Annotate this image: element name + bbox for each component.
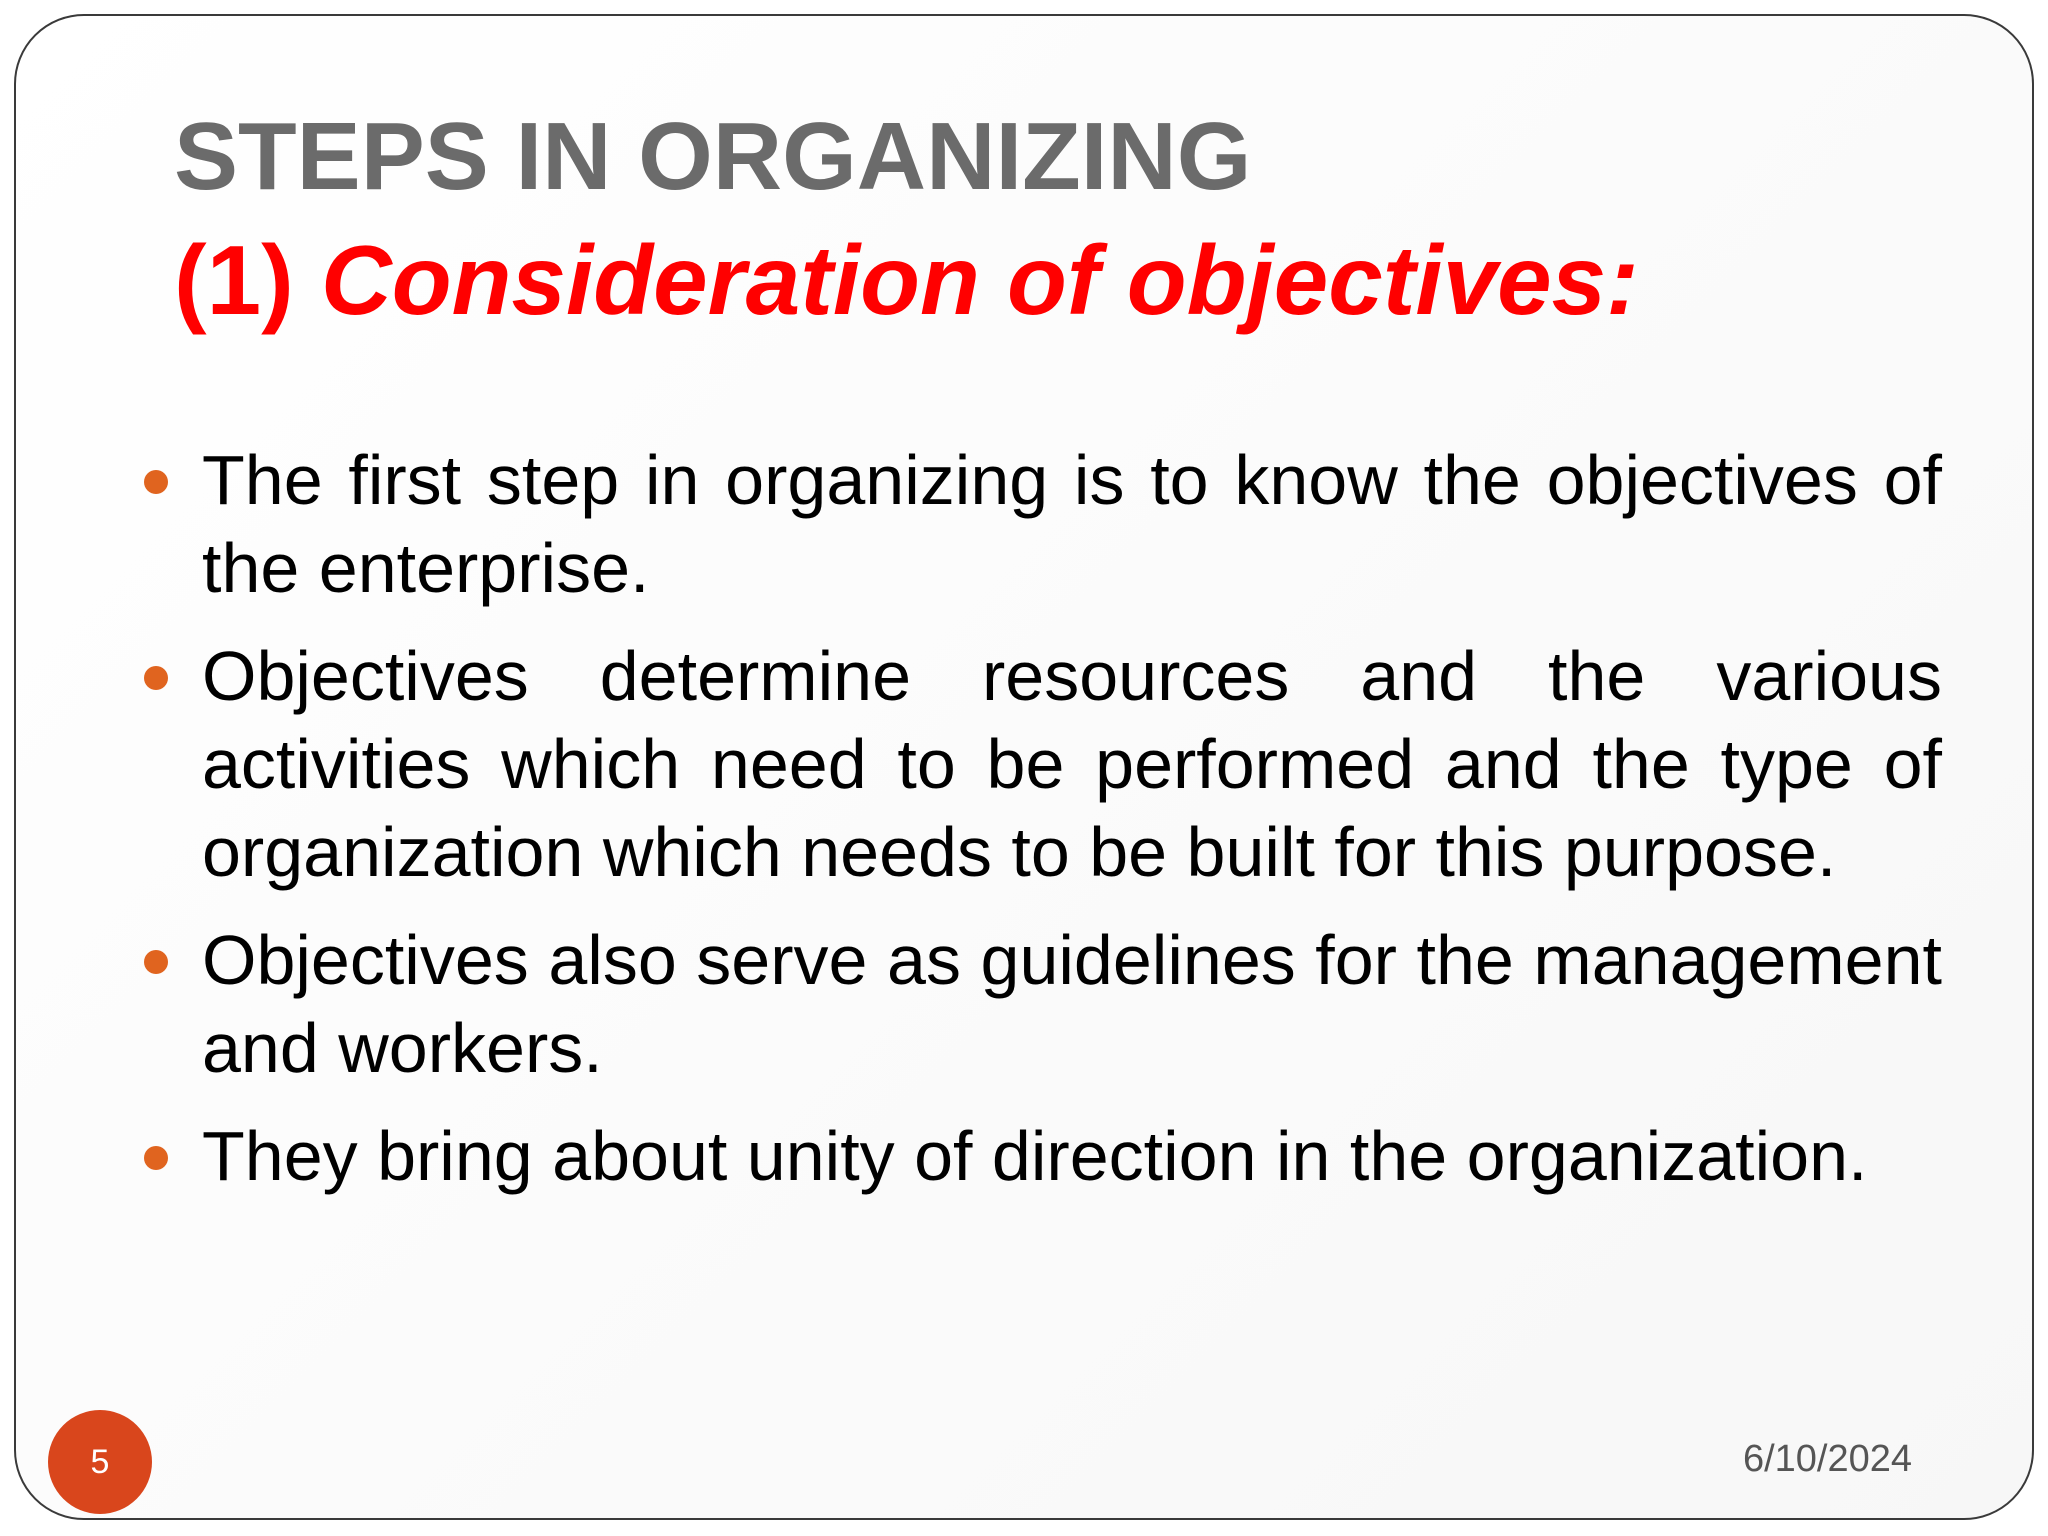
bullet-dot-icon bbox=[144, 470, 168, 494]
bullet-item bbox=[140, 1112, 1942, 1200]
bullet-dot-icon bbox=[144, 1146, 168, 1170]
subtitle-emphasis: Consideration of objectives: bbox=[321, 225, 1639, 335]
slide-title: STEPS IN ORGANIZING bbox=[174, 103, 1252, 210]
bullet-dot-icon bbox=[144, 950, 168, 974]
slide bbox=[14, 14, 2034, 1520]
bullet-list bbox=[140, 436, 1942, 1220]
slide-subtitle bbox=[174, 216, 1934, 344]
bullet-item bbox=[140, 632, 1942, 896]
bullet-text: Objectives determine resources and the various activities which need to be performed and the type of organization which needs to be built for this purpose. bbox=[202, 637, 1942, 891]
bullet-text: They bring about unity of direction in the organization. bbox=[202, 1117, 1868, 1195]
bullet-text: The first step in organizing is to know the objectives of the enterprise. bbox=[202, 441, 1942, 607]
bullet-text: Objectives also serve as guidelines for the management and workers. bbox=[202, 921, 1942, 1087]
bullet-dot-icon bbox=[144, 666, 168, 690]
subtitle-number: (1) bbox=[174, 225, 321, 335]
bullet-item bbox=[140, 916, 1942, 1092]
page-number-badge: 5 bbox=[48, 1410, 152, 1514]
slide-date: 6/10/2024 bbox=[1742, 1438, 1912, 1480]
bullet-item bbox=[140, 436, 1942, 612]
title-block bbox=[174, 98, 1934, 344]
